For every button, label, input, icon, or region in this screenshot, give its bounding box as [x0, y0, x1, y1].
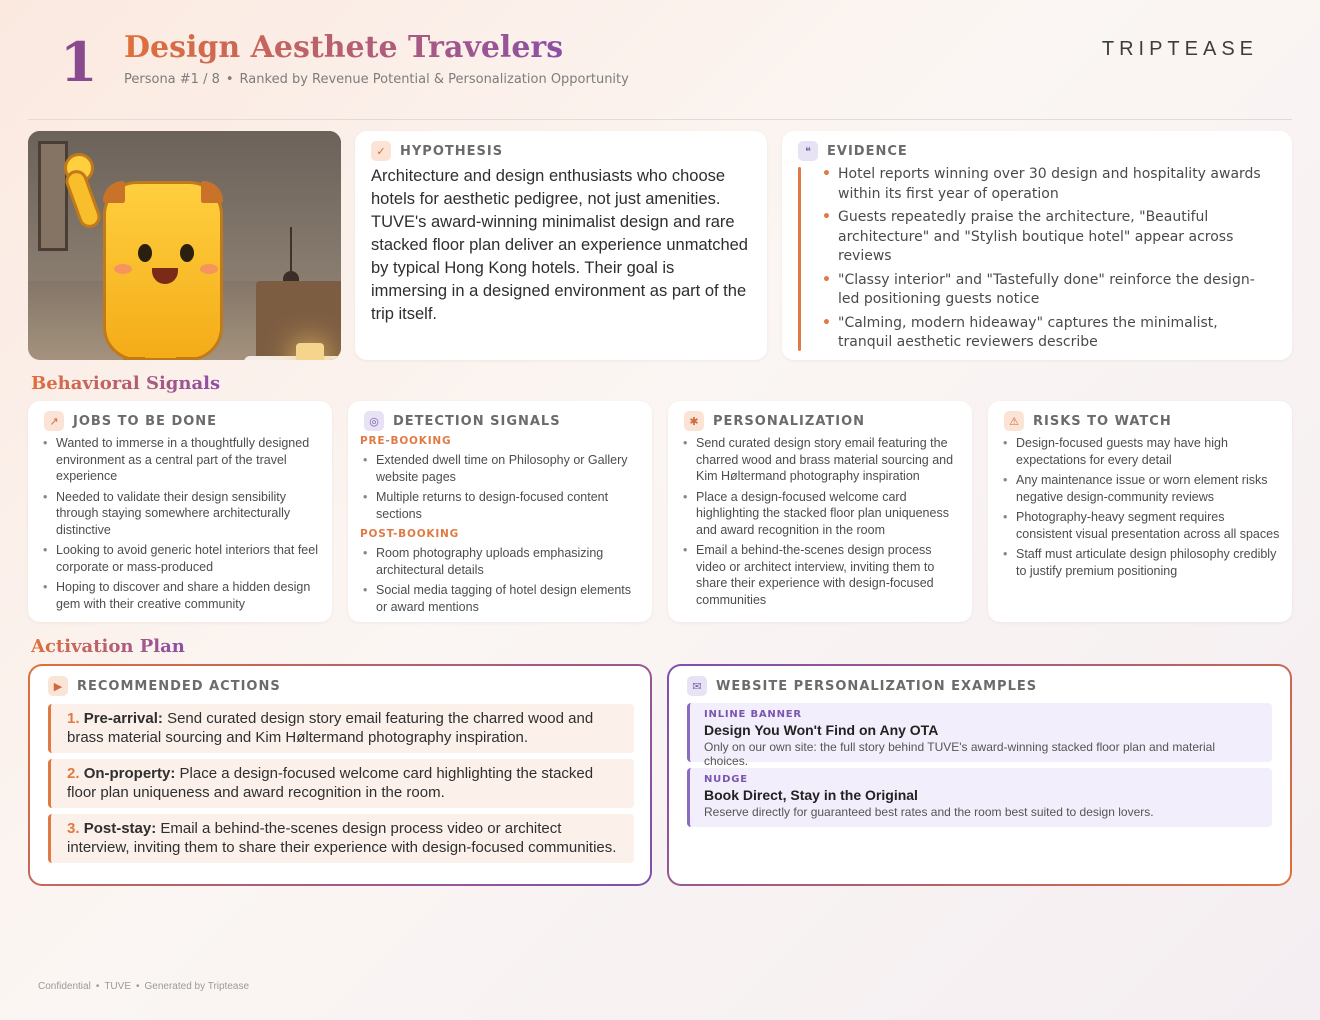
persona-rank: 1 — [60, 30, 98, 94]
inline-banner-example: INLINE BANNER Design You Won't Find on Any OTA Only on our own site: the full story behind TUVE's award-winning stacked floor plan and material choices. — [687, 703, 1272, 762]
action-item: 2. On-property: Place a design-focused welcome card highlighting the stacked floor plan uniqueness and award recognition in the room. — [48, 759, 634, 808]
hypothesis-card — [355, 131, 767, 360]
header-divider — [28, 119, 1292, 120]
warning-icon: ⚠ — [1004, 411, 1024, 431]
evidence-item: • "Classy interior" and "Tastefully done" reinforce the design-led positioning guests notice — [818, 271, 1274, 310]
list-item: • Any maintenance issue or worn element risks negative design-community reviews — [1002, 472, 1282, 505]
personalization-list — [682, 435, 962, 612]
list-item: • Photography-heavy segment requires consistent visual presentation across all spaces — [1002, 509, 1282, 542]
quote-icon: ❝ — [798, 141, 818, 161]
personalization-card — [668, 401, 972, 622]
list-item: • Email a behind-the-scenes design process video or architect interview, inviting them to share their experience with design-focused communities — [682, 542, 962, 608]
list-item: • Send curated design story email featuring the charred wood and brass material sourcing and Kim Høltermand photography inspiration — [682, 435, 962, 485]
post-booking-label: POST-BOOKING — [360, 528, 460, 540]
evidence-title: EVIDENCE — [827, 143, 908, 159]
ranking-note: Ranked by Revenue Potential & Personalization Opportunity — [239, 72, 629, 87]
page-footer: Confidential • TUVE • Generated by Triptease — [38, 981, 250, 992]
list-item: • Staff must articulate design philosophy credibly to justify premium positioning — [1002, 546, 1282, 579]
behavioral-section-title: Behavioral Signals — [31, 373, 221, 394]
list-item: • Extended dwell time on Philosophy or Gallery website pages — [362, 452, 642, 485]
risks-card — [988, 401, 1292, 622]
risks-list — [1002, 435, 1282, 583]
evidence-card — [782, 131, 1292, 360]
list-item: • Multiple returns to design-focused content sections — [362, 489, 642, 522]
action-item: 1. Pre-arrival: Send curated design story email featuring the charred wood and brass material sourcing and Kim Høltermand photography inspiration. — [48, 704, 634, 753]
evidence-item: • Hotel reports winning over 30 design and hospitality awards within its first year of operation — [818, 165, 1274, 204]
jobs-list — [42, 435, 322, 616]
sparkle-icon: ✱ — [684, 411, 704, 431]
check-icon: ✓ — [371, 141, 391, 161]
jobs-card — [28, 401, 332, 622]
page-title: Design Aesthete Travelers — [124, 30, 564, 65]
pre-booking-label: PRE-BOOKING — [360, 435, 452, 447]
page-subtitle: Persona #1 / 8 • Ranked by Revenue Potential & Personalization Opportunity — [124, 72, 629, 87]
list-item: • Hoping to discover and share a hidden design gem with their creative community — [42, 579, 322, 612]
recommended-actions-title: RECOMMENDED ACTIONS — [77, 678, 281, 694]
evidence-item: • "Calming, modern hideaway" captures the minimalist, tranquil aesthetic reviewers describe — [818, 314, 1274, 353]
action-item: 3. Post-stay: Email a behind-the-scenes design process video or architect interview, inviting them to share their experience with design-focused communities. — [48, 814, 634, 863]
website-personalization-card — [667, 664, 1292, 886]
evidence-list — [818, 165, 1274, 357]
list-item: • Social media tagging of hotel design elements or award mentions — [362, 582, 642, 615]
evidence-item: • Guests repeatedly praise the architecture, "Beautiful architecture" and "Stylish boutique hotel" appear across reviews — [818, 208, 1274, 267]
suitcase-mascot-icon — [103, 181, 223, 360]
mail-icon: ✉ — [687, 676, 707, 696]
trend-arrow-icon: ↗ — [44, 411, 64, 431]
list-item: • Looking to avoid generic hotel interiors that feel corporate or mass-produced — [42, 542, 322, 575]
persona-index: Persona #1 / 8 — [124, 72, 220, 87]
hypothesis-text: Architecture and design enthusiasts who choose hotels for aesthetic pedigree, not just amenities. TUVE's award-winning minimalist design and rare stacked floor plan deliver an experience unmatched by typical Hong Kong hotels. Their goal is immersing in a designed environment as part of the trip itself. — [371, 167, 748, 323]
recommended-actions-card — [28, 664, 652, 886]
evidence-accent-bar — [798, 167, 801, 351]
jobs-title: JOBS TO BE DONE — [73, 413, 218, 429]
risks-title: RISKS TO WATCH — [1033, 413, 1172, 429]
detection-card — [348, 401, 652, 622]
list-item: • Wanted to immerse in a thoughtfully designed environment as a central part of the travel experience — [42, 435, 322, 485]
play-icon: ▶ — [48, 676, 68, 696]
radar-icon: ◎ — [364, 411, 384, 431]
persona-illustration — [28, 131, 341, 360]
detection-title: DETECTION SIGNALS — [393, 413, 561, 429]
list-item: • Place a design-focused welcome card highlighting the stacked floor plan uniqueness and award recognition in the room — [682, 489, 962, 539]
post-booking-list — [362, 545, 642, 619]
activation-section-title: Activation Plan — [31, 636, 185, 657]
hypothesis-title: HYPOTHESIS — [400, 143, 504, 159]
nudge-example: NUDGE Book Direct, Stay in the Original Reserve directly for guaranteed best rates and the room best suited to design lovers. — [687, 768, 1272, 827]
brand-logo: TRIPTEASE — [1101, 38, 1258, 60]
list-item: • Design-focused guests may have high expectations for every detail — [1002, 435, 1282, 468]
list-item: • Room photography uploads emphasizing architectural details — [362, 545, 642, 578]
website-personalization-title: WEBSITE PERSONALIZATION EXAMPLES — [716, 678, 1038, 694]
personalization-title: PERSONALIZATION — [713, 413, 866, 429]
pre-booking-list — [362, 452, 642, 526]
list-item: • Needed to validate their design sensibility through staying somewhere architecturally distinctive — [42, 489, 322, 539]
